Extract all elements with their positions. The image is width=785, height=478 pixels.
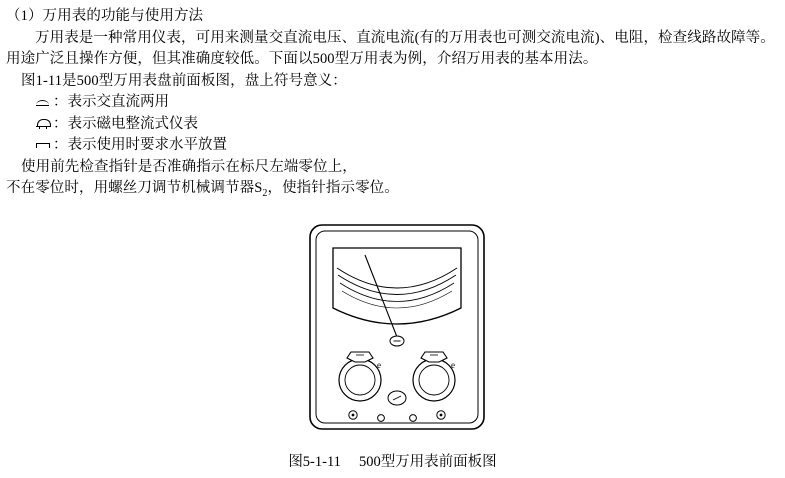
body-text (6, 6, 778, 204)
paragraph-5-tail: ，使指针指示零位。 (267, 180, 399, 196)
symbol-text-ac-dc: ：表示交直流两用 (53, 94, 169, 110)
paragraph-5-main: 不在零位时，用螺丝刀调节机械调节器S (6, 180, 263, 196)
symbol-text-horizontal: ：表示使用时要求水平放置 (53, 137, 227, 153)
symbol-text-moving-coil: ：表示磁电整流式仪表 (53, 115, 198, 132)
multimeter-front-panel-figure (307, 222, 487, 432)
figure-caption-text: 500型万用表前面板图 (358, 454, 497, 470)
svg-text:e: e (377, 360, 381, 370)
paragraph-3: 图1-11是500型万用表盘前面板图，盘上符号意义： (21, 72, 347, 89)
symbol-line-moving-coil (6, 114, 778, 136)
section-heading: （1）万用表的功能与使用方法 (6, 8, 204, 24)
figure-caption-number: 图5-1-11 (288, 454, 341, 470)
paragraph-1: 万用表是一种常用仪表，可用来测量交直流电压、直流电流(有的万用表也可测交流电流)、电阻，检查线路故障等。 (35, 29, 775, 46)
paragraph-2: 用途广泛且操作方便，但其准确度较低。下面以500型万用表为例，介绍万用表的基本用法。 (6, 51, 598, 67)
symbol-line-horizontal (6, 135, 778, 157)
horizontal-position-symbol-icon (35, 139, 52, 153)
paragraph-5-subscript: 2 (262, 187, 268, 199)
paragraph-4: 使用前先检查指针是否准确指示在标尺左端零位上， (21, 158, 357, 175)
symbol-line-ac-dc (6, 92, 778, 114)
figure-caption (0, 450, 785, 471)
paragraph-5 (6, 178, 778, 204)
svg-text:e: e (451, 360, 455, 370)
moving-coil-meter-symbol-icon (35, 117, 52, 131)
ac-dc-symbol-icon (35, 96, 52, 110)
